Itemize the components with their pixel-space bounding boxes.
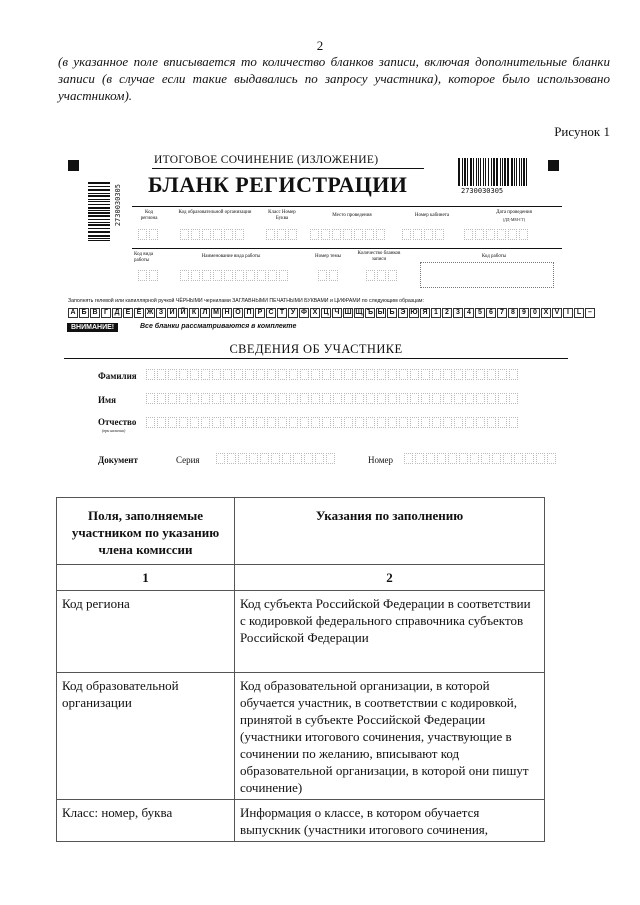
number-label: Номер bbox=[368, 455, 394, 465]
vertical-barcode bbox=[88, 182, 110, 244]
character-sample: Ц bbox=[321, 308, 331, 318]
character-sample: 9 bbox=[519, 308, 529, 318]
row-instruction: Информация о классе, в котором обучается выпускник (участники итогового сочинения, bbox=[235, 800, 545, 842]
sheets-count-header: Количество бланков записи bbox=[357, 251, 401, 262]
work-code-box[interactable] bbox=[420, 262, 554, 288]
character-sample: 7 bbox=[497, 308, 507, 318]
patronymic-label: Отчество bbox=[98, 417, 137, 427]
character-sample: Б bbox=[79, 308, 89, 318]
row-instruction: Код субъекта Российской Федерации в соответствии с кодировкой федерального справочника субъектов Российской Федерации bbox=[235, 591, 545, 673]
character-sample: В bbox=[90, 308, 100, 318]
date-cells[interactable] bbox=[464, 229, 528, 240]
character-sample: V bbox=[552, 308, 562, 318]
character-sample: У bbox=[288, 308, 298, 318]
title-divider bbox=[152, 168, 424, 169]
character-sample: – bbox=[585, 308, 595, 318]
registration-form-figure bbox=[64, 150, 592, 482]
character-sample: Х bbox=[310, 308, 320, 318]
character-sample: Е bbox=[123, 308, 133, 318]
patronymic-hint: (при наличии) bbox=[102, 428, 126, 433]
sheets-count-cells[interactable] bbox=[366, 270, 397, 281]
surname-label: Фамилия bbox=[98, 371, 137, 381]
corner-marker bbox=[548, 160, 559, 171]
series-cells[interactable] bbox=[216, 453, 335, 464]
table-row bbox=[57, 673, 545, 800]
date-header: Дата проведения bbox=[496, 210, 532, 215]
character-sample: Й bbox=[178, 308, 188, 318]
character-sample: 5 bbox=[475, 308, 485, 318]
character-sample: Я bbox=[420, 308, 430, 318]
place-cells[interactable] bbox=[310, 229, 385, 240]
character-sample: М bbox=[211, 308, 221, 318]
form-title-main: БЛАНК РЕГИСТРАЦИИ bbox=[148, 172, 408, 197]
class-cells[interactable] bbox=[266, 229, 297, 240]
character-sample: Ф bbox=[299, 308, 309, 318]
character-sample: Ы bbox=[377, 309, 385, 316]
character-sample: Щ bbox=[355, 309, 363, 316]
topic-number-header: Номер темы bbox=[314, 254, 342, 259]
row-instruction: Код образовательной организации, в которой обучается участник, в соответствии с кодировкой, принятой в субъекте Российской Федерации (участники итогового сочинения, участвующие в сочинении по желанию, вписывают код образовательной организации, в которой они пишут сочинение) bbox=[235, 673, 545, 800]
character-samples bbox=[68, 308, 595, 318]
vertical-barcode-number: 2730030305 bbox=[114, 184, 122, 227]
character-sample: К bbox=[189, 308, 199, 318]
number-cells[interactable] bbox=[404, 453, 556, 464]
work-type-name-cells[interactable] bbox=[180, 270, 288, 281]
page-number: 2 bbox=[316, 38, 324, 53]
character-sample: П bbox=[244, 308, 254, 318]
character-sample: 1 bbox=[431, 308, 441, 318]
name-label: Имя bbox=[98, 395, 116, 405]
character-sample: З bbox=[156, 308, 166, 318]
topic-number-cells[interactable] bbox=[318, 270, 338, 281]
room-cells[interactable] bbox=[402, 229, 444, 240]
header-divider bbox=[132, 248, 562, 249]
character-sample: Л bbox=[200, 308, 210, 318]
character-sample: Ш bbox=[344, 309, 352, 316]
series-label: Серия bbox=[176, 455, 200, 465]
character-sample: 0 bbox=[530, 308, 540, 318]
character-sample: X bbox=[541, 308, 551, 318]
col2-number: 2 bbox=[235, 565, 545, 591]
region-code-cells[interactable] bbox=[138, 229, 158, 240]
character-sample: I bbox=[563, 308, 573, 318]
row-field: Код образовательной организации bbox=[57, 673, 235, 800]
character-sample: Р bbox=[255, 308, 265, 318]
figure-label: Рисунок 1 bbox=[554, 124, 610, 139]
character-sample: L bbox=[574, 308, 584, 318]
character-sample: Т bbox=[277, 308, 287, 318]
character-sample: 8 bbox=[508, 308, 518, 318]
date-format-hint: (ДД-ММ-ГГ) bbox=[502, 217, 526, 222]
character-sample: Ж bbox=[146, 309, 154, 316]
horizontal-barcode-number: 2730030305 bbox=[461, 187, 504, 195]
character-sample: С bbox=[266, 308, 276, 318]
place-header: Место проведения bbox=[332, 213, 372, 218]
patronymic-cells[interactable] bbox=[146, 417, 518, 428]
character-sample: 2 bbox=[442, 308, 452, 318]
work-type-name-header: Наименование вида работы bbox=[201, 254, 261, 259]
character-sample: Ь bbox=[387, 308, 397, 318]
participant-section-title: СВЕДЕНИЯ ОБ УЧАСТНИКЕ bbox=[229, 342, 403, 356]
region-code-header: Код региона bbox=[140, 210, 158, 221]
table-row bbox=[57, 591, 545, 673]
table-number-row bbox=[57, 565, 545, 591]
character-sample: 6 bbox=[486, 308, 496, 318]
table-row bbox=[57, 800, 545, 842]
character-sample: А bbox=[68, 308, 78, 318]
col1-number: 1 bbox=[57, 565, 235, 591]
intro-paragraph: (в указанное поле вписывается то количество бланков записи, включая дополнительные бланки записи (в случае если такие выдавались по запросу участника), которое было использовано участником). bbox=[58, 54, 610, 103]
character-sample: Ю bbox=[410, 309, 418, 316]
character-sample: Э bbox=[398, 308, 408, 318]
character-sample: 4 bbox=[464, 308, 474, 318]
character-sample: Н bbox=[222, 308, 232, 318]
col1-header: Поля, заполняемые участником по указанию члена комиссии bbox=[57, 498, 235, 565]
character-sample: И bbox=[167, 308, 177, 318]
attention-badge: ВНИМАНИЕ! bbox=[67, 323, 118, 332]
character-sample: Г bbox=[101, 308, 111, 318]
room-header: Номер кабинета bbox=[414, 213, 450, 218]
document-label: Документ bbox=[98, 455, 138, 465]
character-sample: 3 bbox=[453, 308, 463, 318]
attention-text: Все бланки рассматриваются в комплекте bbox=[140, 323, 297, 330]
table-header-row bbox=[57, 498, 545, 565]
surname-cells[interactable] bbox=[146, 369, 518, 380]
fill-instructions-table bbox=[56, 497, 545, 842]
name-cells[interactable] bbox=[146, 393, 518, 404]
character-sample: О bbox=[233, 308, 243, 318]
character-sample: Ъ bbox=[366, 309, 374, 316]
form-title-top: ИТОГОВОЕ СОЧИНЕНИЕ (ИЗЛОЖЕНИЕ) bbox=[154, 154, 379, 166]
class-header: Класс Номер Буква bbox=[268, 210, 296, 221]
horizontal-barcode bbox=[458, 158, 530, 186]
work-type-code-cells[interactable] bbox=[138, 270, 158, 281]
row-field: Класс: номер, буква bbox=[57, 800, 235, 842]
character-sample: Ё bbox=[134, 308, 144, 318]
work-type-code-header: Код вида работы bbox=[134, 252, 154, 263]
work-code-header: Код работы bbox=[481, 254, 507, 259]
character-sample: Д bbox=[112, 308, 122, 318]
org-code-header: Код образовательной организации bbox=[178, 210, 252, 215]
section-divider bbox=[64, 358, 568, 359]
org-code-cells[interactable] bbox=[180, 229, 244, 240]
character-sample: Ч bbox=[332, 308, 342, 318]
header-divider bbox=[132, 206, 562, 207]
row-field: Код региона bbox=[57, 591, 235, 673]
col2-header: Указания по заполнению bbox=[235, 498, 545, 565]
fill-instruction: Заполнять гелевой или капиллярной ручкой ЧЁРНЫМИ чернилами ЗАГЛАВНЫМИ ПЕЧАТНЫМИ БУКВАМИ и ЦИФРАМИ по следующим образцам: bbox=[68, 298, 424, 304]
corner-marker bbox=[68, 160, 79, 171]
